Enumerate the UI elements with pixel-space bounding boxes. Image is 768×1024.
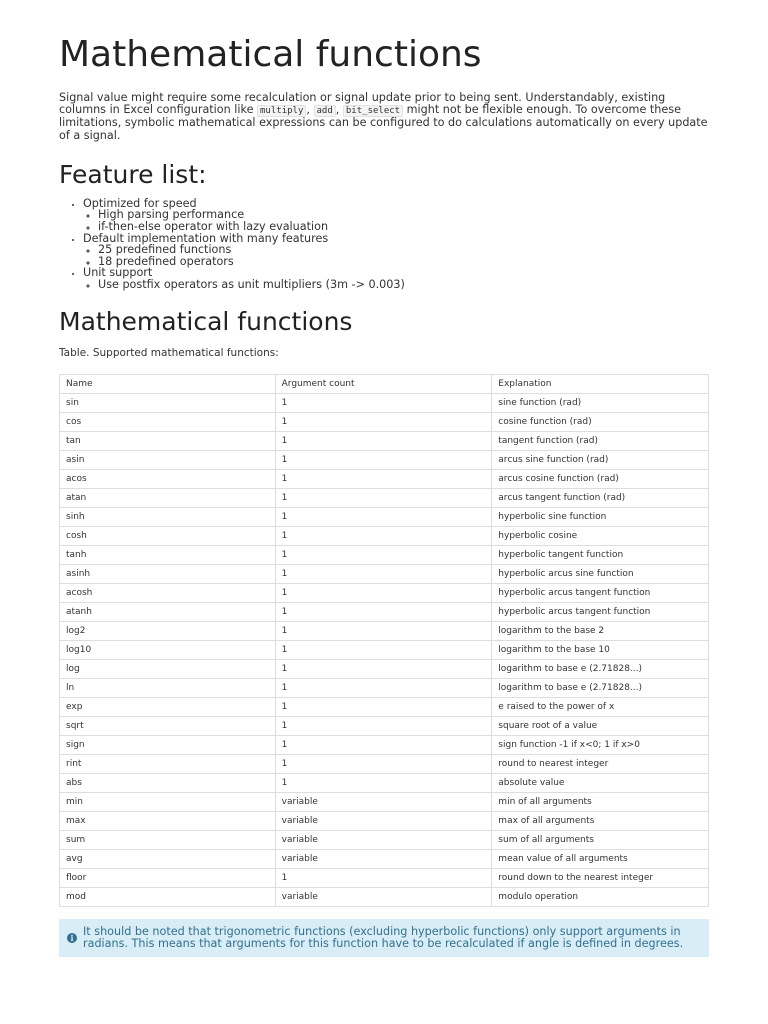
function-name-cell: atanh <box>60 602 276 621</box>
feature-label: Default implementation with many features <box>83 231 329 245</box>
feature-subitem: ◦ Use postfix operators as unit multipliers (3m -> 0.003) <box>98 279 709 291</box>
table-row <box>60 716 709 735</box>
function-name-cell: sin <box>60 393 276 412</box>
table-row <box>60 754 709 773</box>
feature-item <box>83 233 709 268</box>
info-icon: i <box>67 933 77 943</box>
function-name-cell: abs <box>60 773 276 792</box>
table-row <box>60 450 709 469</box>
intro-text-after: might not be flexible enough. To overcome these limitations, symbolic mathematical expressions can be configured to do calculations automatically on every update of a signal. <box>59 103 708 142</box>
explanation-cell: hyperbolic arcus tangent function <box>492 583 709 602</box>
feature-sublist <box>83 244 709 267</box>
functions-table <box>59 374 709 907</box>
column-header-name: Name <box>60 374 276 393</box>
function-name-cell: sign <box>60 735 276 754</box>
argument-count-cell: 1 <box>275 564 492 583</box>
function-name-cell: exp <box>60 697 276 716</box>
explanation-cell: hyperbolic sine function <box>492 507 709 526</box>
argument-count-cell: 1 <box>275 678 492 697</box>
table-row <box>60 773 709 792</box>
feature-label: Optimized for speed <box>83 196 197 210</box>
function-name-cell: asinh <box>60 564 276 583</box>
argument-count-cell: 1 <box>275 735 492 754</box>
intro-paragraph <box>59 92 709 142</box>
function-name-cell: log2 <box>60 621 276 640</box>
argument-count-cell: variable <box>275 830 492 849</box>
argument-count-cell: 1 <box>275 716 492 735</box>
argument-count-cell: 1 <box>275 412 492 431</box>
feature-subitem: ◦ 18 predefined operators <box>98 256 709 268</box>
function-name-cell: cosh <box>60 526 276 545</box>
argument-count-cell: 1 <box>275 393 492 412</box>
feature-subitem: ◦ if-then-else operator with lazy evaluation <box>98 221 709 233</box>
table-row <box>60 545 709 564</box>
function-name-cell: tanh <box>60 545 276 564</box>
function-name-cell: ln <box>60 678 276 697</box>
explanation-cell: cosine function (rad) <box>492 412 709 431</box>
argument-count-cell: 1 <box>275 621 492 640</box>
table-row <box>60 887 709 906</box>
argument-count-cell: 1 <box>275 507 492 526</box>
explanation-cell: logarithm to base e (2.71828...) <box>492 678 709 697</box>
intro-separator: , <box>306 103 314 117</box>
explanation-cell: hyperbolic cosine <box>492 526 709 545</box>
function-name-cell: sqrt <box>60 716 276 735</box>
explanation-cell: arcus cosine function (rad) <box>492 469 709 488</box>
function-name-cell: floor <box>60 868 276 887</box>
table-row <box>60 412 709 431</box>
function-name-cell: cos <box>60 412 276 431</box>
feature-list-heading: Feature list: <box>59 159 207 189</box>
argument-count-cell: 1 <box>275 545 492 564</box>
explanation-cell: e raised to the power of x <box>492 697 709 716</box>
argument-count-cell: variable <box>275 849 492 868</box>
argument-count-cell: 1 <box>275 450 492 469</box>
table-row <box>60 621 709 640</box>
function-name-cell: atan <box>60 488 276 507</box>
argument-count-cell: 1 <box>275 602 492 621</box>
explanation-cell: modulo operation <box>492 887 709 906</box>
table-caption: Table. Supported mathematical functions: <box>59 346 279 359</box>
explanation-cell: round down to the nearest integer <box>492 868 709 887</box>
column-header-argument-count: Argument count <box>275 374 492 393</box>
explanation-cell: tangent function (rad) <box>492 431 709 450</box>
function-name-cell: rint <box>60 754 276 773</box>
argument-count-cell: 1 <box>275 583 492 602</box>
function-name-cell: log10 <box>60 640 276 659</box>
table-row <box>60 393 709 412</box>
argument-count-cell: variable <box>275 887 492 906</box>
argument-count-cell: 1 <box>275 659 492 678</box>
explanation-cell: hyperbolic arcus sine function <box>492 564 709 583</box>
feature-subitem: ◦ High parsing performance <box>98 209 709 221</box>
function-name-cell: asin <box>60 450 276 469</box>
function-name-cell: mod <box>60 887 276 906</box>
explanation-cell: max of all arguments <box>492 811 709 830</box>
code-add: add <box>314 105 336 117</box>
explanation-cell: square root of a value <box>492 716 709 735</box>
table-row <box>60 811 709 830</box>
argument-count-cell: variable <box>275 811 492 830</box>
code-bit-select: bit_select <box>343 105 403 117</box>
table-body <box>60 393 709 906</box>
feature-label: Unit support <box>83 266 153 280</box>
table-row <box>60 583 709 602</box>
explanation-cell: arcus sine function (rad) <box>492 450 709 469</box>
table-row <box>60 678 709 697</box>
argument-count-cell: 1 <box>275 868 492 887</box>
table-row <box>60 507 709 526</box>
argument-count-cell: 1 <box>275 526 492 545</box>
table-row <box>60 640 709 659</box>
table-row <box>60 488 709 507</box>
table-row <box>60 431 709 450</box>
argument-count-cell: 1 <box>275 697 492 716</box>
function-name-cell: sinh <box>60 507 276 526</box>
table-row <box>60 602 709 621</box>
feature-item <box>83 267 709 290</box>
function-name-cell: max <box>60 811 276 830</box>
explanation-cell: logarithm to the base 10 <box>492 640 709 659</box>
function-name-cell: acosh <box>60 583 276 602</box>
info-note <box>59 919 709 958</box>
table-header-row <box>60 374 709 393</box>
table-row <box>60 849 709 868</box>
table-row <box>60 526 709 545</box>
explanation-cell: hyperbolic tangent function <box>492 545 709 564</box>
table-row <box>60 469 709 488</box>
argument-count-cell: 1 <box>275 469 492 488</box>
explanation-cell: round to nearest integer <box>492 754 709 773</box>
intro-text-before: Signal value might require some recalculation or signal update prior to being sent. Understandably, existing columns in Excel configuration like <box>59 91 666 117</box>
page-title: Mathematical functions <box>59 34 482 75</box>
explanation-cell: logarithm to the base 2 <box>492 621 709 640</box>
argument-count-cell: 1 <box>275 640 492 659</box>
function-name-cell: acos <box>60 469 276 488</box>
table-row <box>60 659 709 678</box>
argument-count-cell: 1 <box>275 773 492 792</box>
argument-count-cell: 1 <box>275 431 492 450</box>
table-row <box>60 735 709 754</box>
feature-list <box>59 198 709 291</box>
explanation-cell: sum of all arguments <box>492 830 709 849</box>
explanation-cell: arcus tangent function (rad) <box>492 488 709 507</box>
explanation-cell: absolute value <box>492 773 709 792</box>
argument-count-cell: 1 <box>275 754 492 773</box>
function-name-cell: min <box>60 792 276 811</box>
info-note-text: It should be noted that trigonometric functions (excluding hyperbolic functions) only support arguments in radians. This means that arguments for this function have to be recalculated if angle is defined in degrees. <box>83 924 684 950</box>
argument-count-cell: 1 <box>275 488 492 507</box>
explanation-cell: logarithm to base e (2.71828...) <box>492 659 709 678</box>
feature-subitem: ◦ 25 predefined functions <box>98 244 709 256</box>
argument-count-cell: variable <box>275 792 492 811</box>
table-row <box>60 830 709 849</box>
feature-item <box>83 198 709 233</box>
explanation-cell: sign function -1 if x<0; 1 if x>0 <box>492 735 709 754</box>
function-name-cell: tan <box>60 431 276 450</box>
explanation-cell: sine function (rad) <box>492 393 709 412</box>
code-multiply: multiply <box>257 105 306 117</box>
function-name-cell: avg <box>60 849 276 868</box>
functions-heading: Mathematical functions <box>59 306 353 336</box>
explanation-cell: min of all arguments <box>492 792 709 811</box>
table-row <box>60 792 709 811</box>
feature-sublist <box>83 209 709 232</box>
column-header-explanation: Explanation <box>492 374 709 393</box>
table-row <box>60 564 709 583</box>
function-name-cell: sum <box>60 830 276 849</box>
function-name-cell: log <box>60 659 276 678</box>
explanation-cell: mean value of all arguments <box>492 849 709 868</box>
feature-sublist <box>83 279 709 291</box>
table-row <box>60 868 709 887</box>
explanation-cell: hyperbolic arcus tangent function <box>492 602 709 621</box>
intro-separator: , <box>335 103 343 117</box>
table-row <box>60 697 709 716</box>
